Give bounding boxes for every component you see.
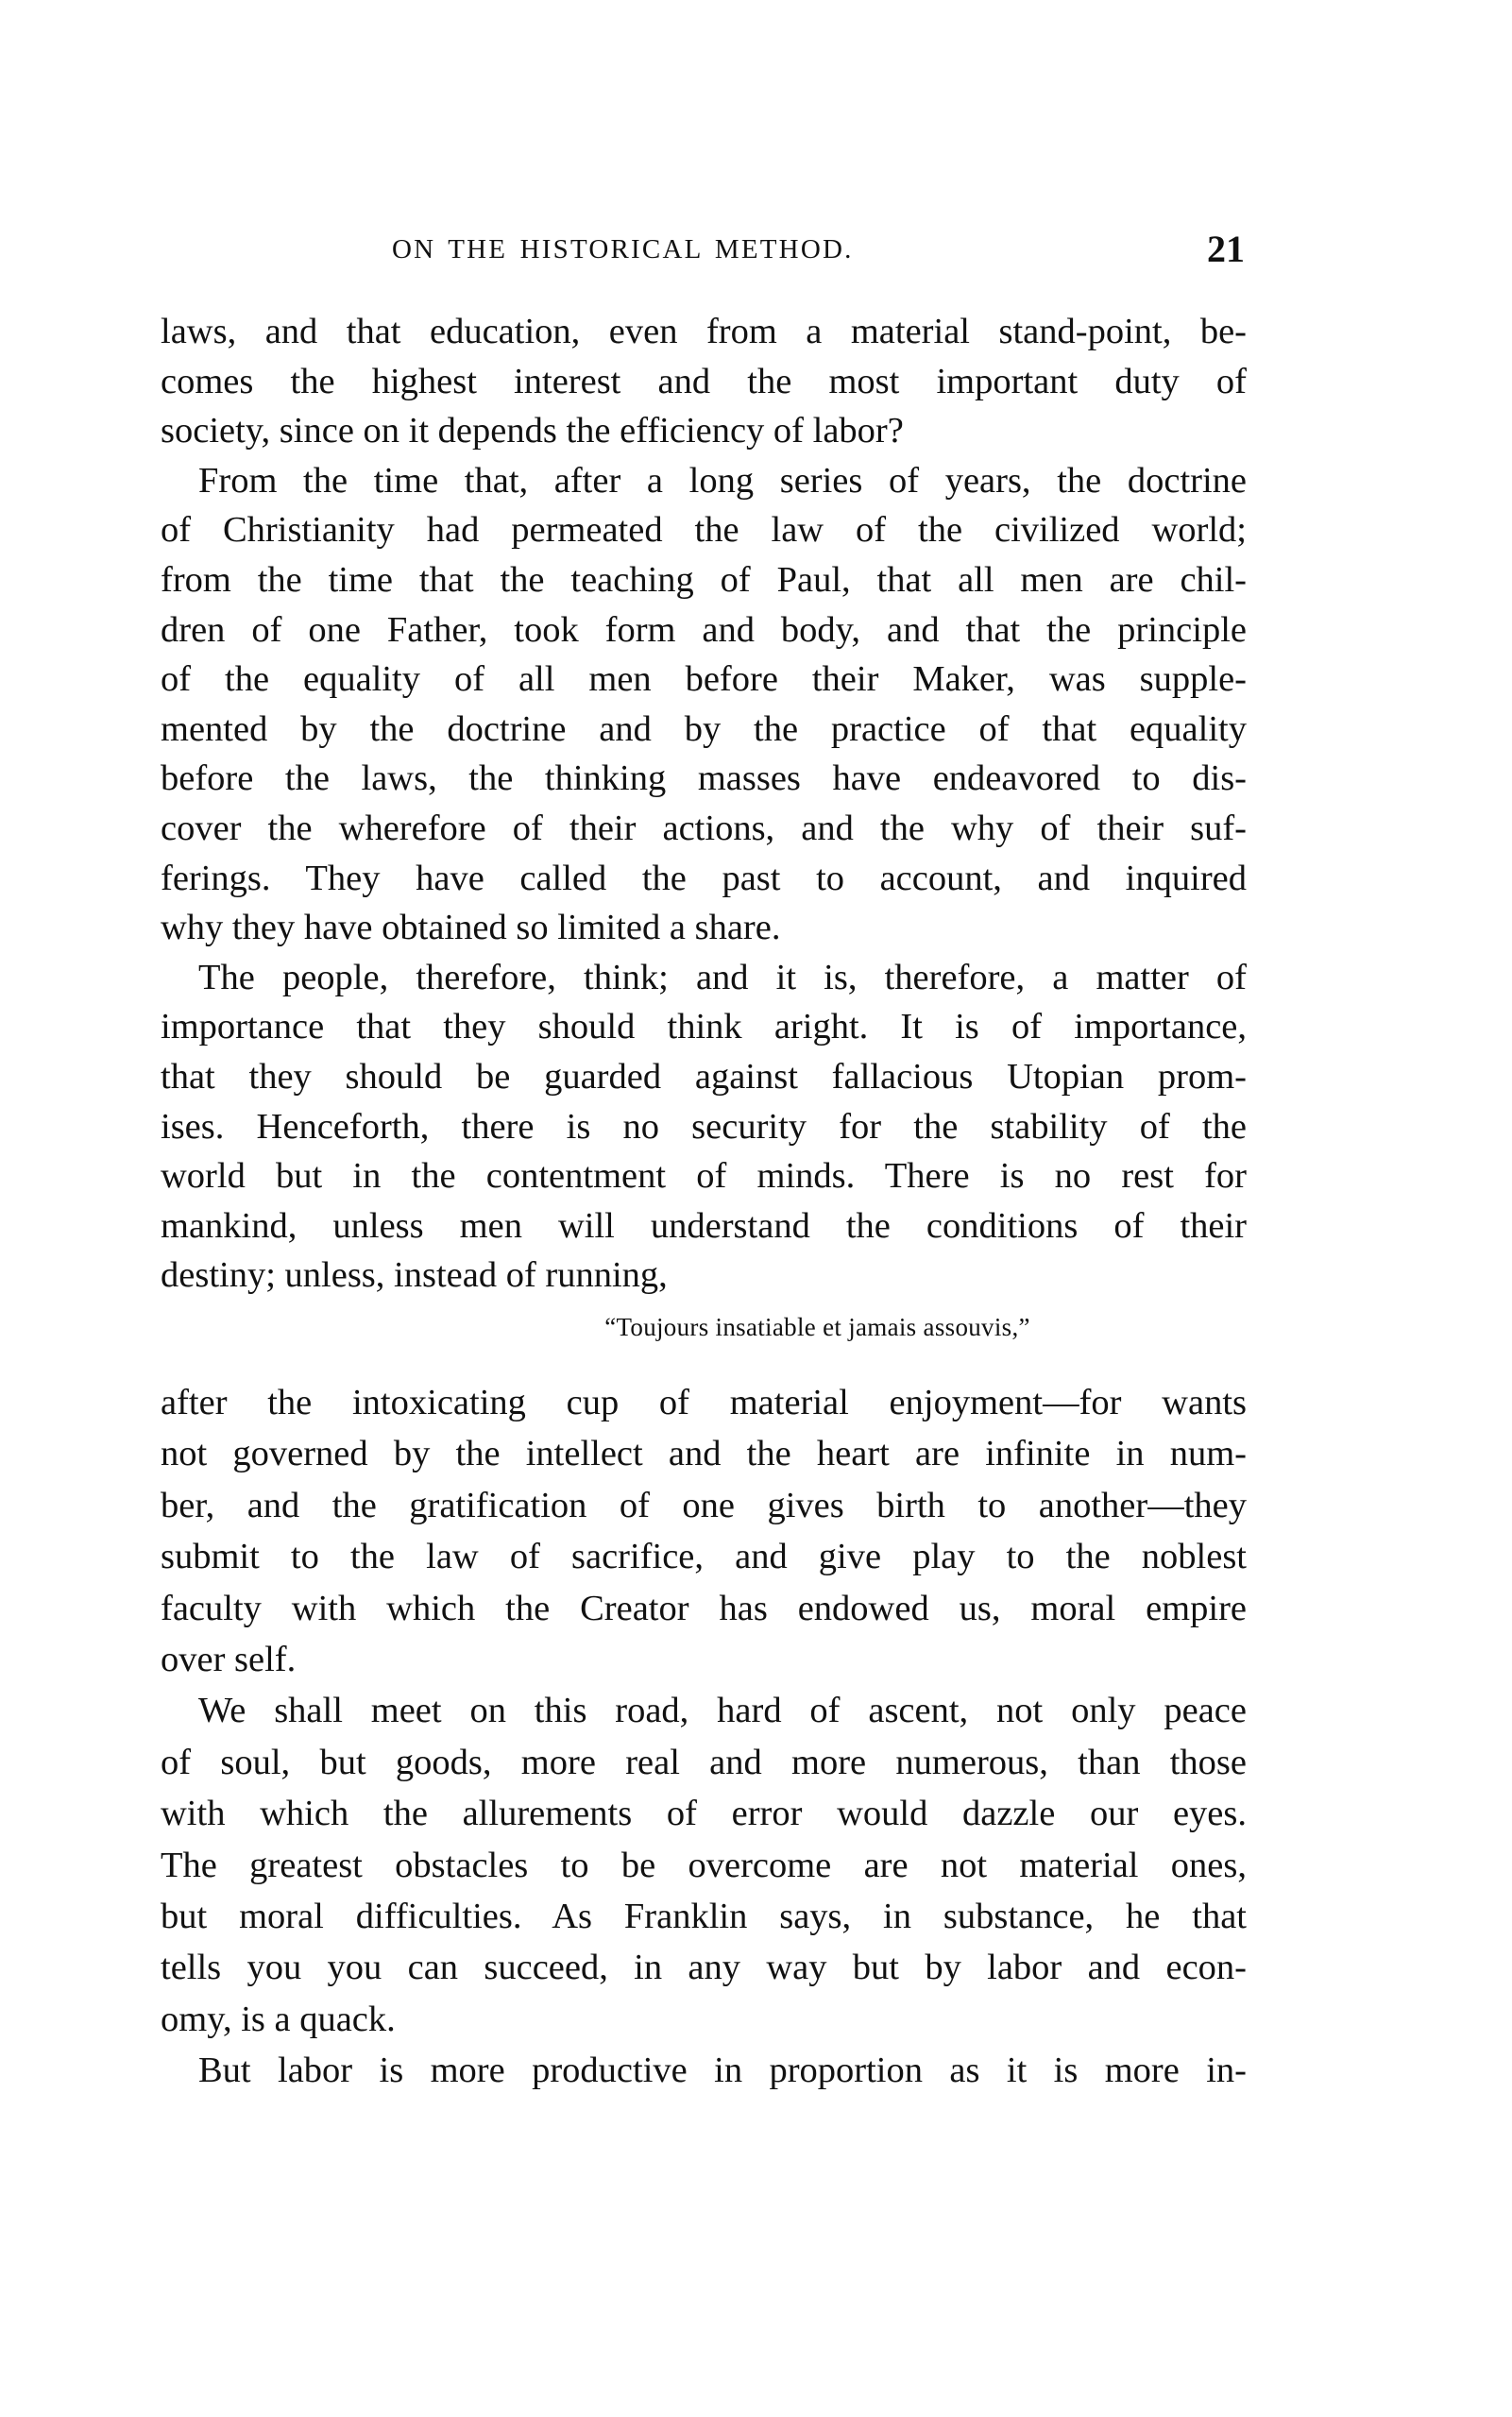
- text-line: not governed by the intellect and the heart are infinite in num-: [161, 1434, 1247, 1474]
- text-line: mented by the doctrine and by the practice of that equality: [161, 708, 1247, 749]
- text-line: faculty with which the Creator has endowed us, moral empire: [161, 1588, 1247, 1628]
- text-line: omy, is a quack.: [161, 1999, 396, 2039]
- text-line: The greatest obstacles to be overcome are not material ones,: [161, 1845, 1247, 1885]
- text-line: of soul, but goods, more real and more numerous, than those: [161, 1742, 1247, 1782]
- body-text-lower: [161, 1377, 1247, 2096]
- text-line: that they should be guarded against fallacious Utopian prom-: [161, 1056, 1247, 1097]
- text-line: cover the wherefore of their actions, and the why of their suf-: [161, 808, 1247, 848]
- text-line: destiny; unless, instead of running,: [161, 1255, 668, 1296]
- running-head: [161, 227, 1247, 274]
- text-line: ber, and the gratification of one gives birth to another—they: [161, 1485, 1247, 1525]
- running-title: ON THE HISTORICAL METHOD.: [392, 234, 854, 264]
- paragraph-start-line: But labor is more productive in proportion as it is more in-: [198, 2051, 1247, 2091]
- text-line: after the intoxicating cup of material enjoyment—for wants: [161, 1383, 1247, 1422]
- text-line: with which the allurements of error would dazzle our eyes.: [161, 1794, 1247, 1834]
- text-line: of the equality of all men before their Maker, was supple-: [161, 659, 1247, 700]
- text-line: from the time that the teaching of Paul, that all men are chil-: [161, 559, 1247, 600]
- text-line: of Christianity had permeated the law of the civilized world;: [161, 510, 1247, 551]
- text-line: comes the highest interest and the most important duty of: [161, 361, 1247, 401]
- paragraph-start-line: From the time that, after a long series of years, the doctrine: [198, 460, 1247, 501]
- block-quote: “Toujours insatiable et jamais assouvis,”: [604, 1313, 1030, 1341]
- paragraph-start-line: The people, therefore, think; and it is, therefore, a matter of: [198, 957, 1247, 997]
- text-line: ferings. They have called the past to account, and inquired: [161, 858, 1247, 898]
- text-line: dren of one Father, took form and body, and that the principle: [161, 609, 1247, 650]
- text-line: tells you you can succeed, in any way but by labor and econ-: [161, 1948, 1247, 1988]
- paragraph-start-line: We shall meet on this road, hard of ascent, not only peace: [198, 1691, 1247, 1731]
- text-line: mankind, unless men will understand the conditions of their: [161, 1205, 1247, 1246]
- text-line: laws, and that education, even from a material stand-point, be-: [161, 312, 1247, 351]
- text-line: before the laws, the thinking masses have endeavored to dis-: [161, 758, 1247, 799]
- text-line: importance that they should think aright. It is of importance,: [161, 1007, 1247, 1047]
- text-line: over self.: [161, 1639, 297, 1679]
- text-line: but moral difficulties. As Franklin says, in substance, he that: [161, 1896, 1247, 1936]
- text-line: submit to the law of sacrifice, and give play to the noblest: [161, 1537, 1247, 1577]
- text-line: ises. Henceforth, there is no security for the stability of the: [161, 1106, 1247, 1147]
- body-text-upper: [161, 307, 1247, 1301]
- text-line: world but in the contentment of minds. There is no rest for: [161, 1156, 1247, 1197]
- text-line: why they have obtained so limited a share.: [161, 908, 781, 948]
- page-number: 21: [1207, 228, 1245, 270]
- text-line: society, since on it depends the efficiency of labor?: [161, 411, 904, 451]
